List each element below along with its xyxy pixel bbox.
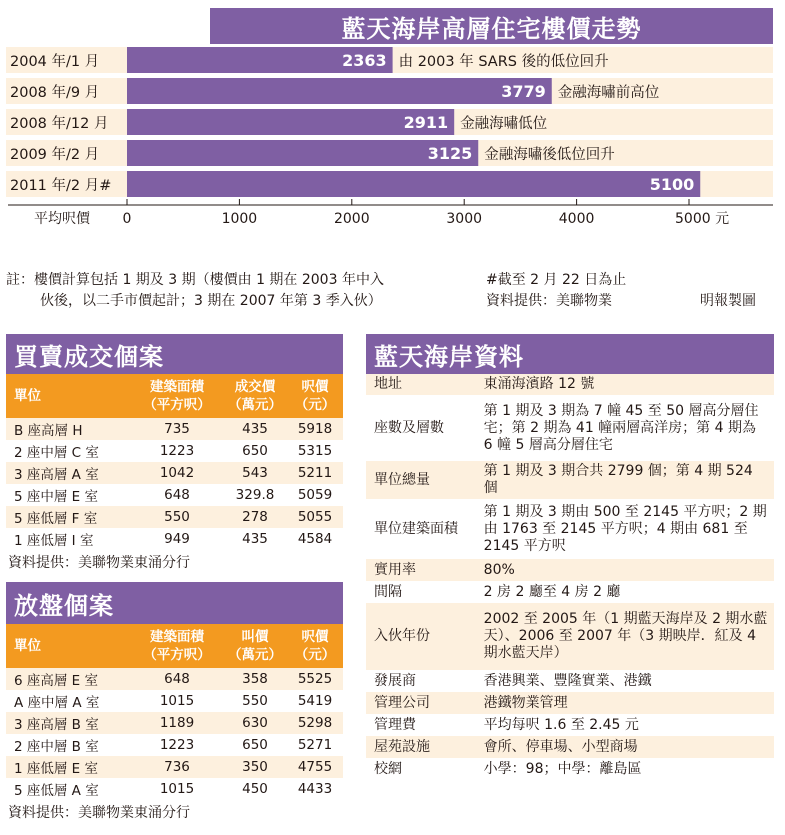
info-row [366, 736, 774, 758]
note-cutoff: #截至 2 月 22 日為止 [486, 272, 627, 288]
info-row [366, 395, 774, 461]
value-cell: 5271 [287, 734, 343, 756]
info-key: 間隔 [366, 581, 480, 603]
value-cell: 5059 [287, 484, 343, 506]
info-value: 會所、停車場、小型商場 [480, 736, 774, 758]
table-row [6, 712, 343, 734]
column-header: 單位 [6, 624, 131, 668]
table-row [6, 484, 343, 506]
value-cell: 4433 [287, 778, 343, 800]
info-value: 平均每呎 1.6 至 2.45 元 [480, 714, 774, 736]
value-cell: 358 [223, 668, 287, 690]
value-cell: 736 [131, 756, 223, 778]
value-cell: 4755 [287, 756, 343, 778]
bar-annotation: 金融海嘯後低位回升 [484, 147, 615, 163]
info-value: 2002 至 2005 年（1 期藍天海岸及 2 期水藍天）、2006 至 2007 年（3 期映岸．紅及 4 期水藍天岸） [480, 603, 774, 670]
estate-info-table [366, 374, 774, 781]
column-header: 建築面積 （平方呎） [131, 624, 223, 668]
tick-label: 1000 [221, 211, 258, 227]
transactions-source: 資料提供：美聯物業東涌分行 [8, 555, 190, 571]
value-cell: 650 [223, 734, 287, 756]
value-cell: 550 [223, 690, 287, 712]
value-label: 3779 [501, 82, 546, 101]
info-row [366, 499, 774, 559]
value-cell: 648 [131, 668, 223, 690]
info-value: 港鐵物業管理 [480, 692, 774, 714]
tick-label: 3000 [446, 211, 483, 227]
info-key: 管理費 [366, 714, 480, 736]
value-cell: 435 [223, 418, 287, 440]
tick-label: 0 [122, 211, 132, 227]
price-trend-chart [0, 46, 785, 268]
value-cell: 350 [223, 756, 287, 778]
unit-cell: 2 座中層 C 室 [6, 440, 131, 462]
value-cell: 1042 [131, 462, 223, 484]
info-title: 藍天海岸資料 [366, 334, 774, 374]
value-cell: 278 [223, 506, 287, 528]
unit-cell: 2 座中層 B 室 [6, 734, 131, 756]
table-row [6, 756, 343, 778]
info-key: 發展商 [366, 670, 480, 692]
value-cell: 4584 [287, 528, 343, 550]
table-row [6, 506, 343, 528]
column-header: 建築面積 （平方呎） [131, 374, 223, 418]
category-label: 2004 年/1 月 [10, 54, 100, 70]
info-value: 80% [480, 559, 774, 581]
value-cell: 735 [131, 418, 223, 440]
info-row [366, 461, 774, 499]
table-row [6, 440, 343, 462]
value-label: 5100 [649, 175, 695, 194]
info-row [366, 581, 774, 603]
column-header: 叫價 （萬元） [223, 624, 287, 668]
info-row [366, 758, 774, 781]
info-value: 2 房 2 廳至 4 房 2 廳 [480, 581, 774, 603]
listings-title: 放盤個案 [6, 582, 343, 624]
info-row [366, 374, 774, 395]
info-key: 地址 [366, 374, 480, 395]
info-key: 屋苑設施 [366, 736, 480, 758]
bar [127, 140, 478, 166]
info-key: 管理公司 [366, 692, 480, 714]
unit-cell: 3 座高層 B 室 [6, 712, 131, 734]
category-label: 2009 年/2 月 [10, 147, 100, 163]
info-key: 座數及層數 [366, 395, 480, 461]
listings-table [6, 624, 343, 800]
table-row [6, 462, 343, 484]
category-label: 2008 年/9 月 [10, 85, 100, 101]
value-cell: 550 [131, 506, 223, 528]
info-key: 單位總量 [366, 461, 480, 499]
value-cell: 5298 [287, 712, 343, 734]
unit-cell: 1 座低層 E 室 [6, 756, 131, 778]
chart-title: 藍天海岸高層住宅樓價走勢 [210, 8, 773, 44]
note-line-1: 註：樓價計算包括 1 期及 3 期（樓價由 1 期在 2003 年中入 [6, 272, 384, 288]
chart-notes-right [486, 270, 626, 312]
value-cell: 650 [223, 440, 287, 462]
value-cell: 5055 [287, 506, 343, 528]
info-key: 入伙年份 [366, 603, 480, 670]
info-value: 第 1 期及 3 期為 7 幢 45 至 50 層高分層住宅；第 2 期為 41 幢兩層高洋房；第 4 期為 6 幢 5 層高分層住宅 [480, 395, 774, 461]
tick-label: 2000 [333, 211, 370, 227]
unit-cell: 5 座中層 E 室 [6, 484, 131, 506]
transactions-title: 買賣成交個案 [6, 334, 343, 374]
table-row [6, 690, 343, 712]
unit-cell: 6 座高層 E 室 [6, 668, 131, 690]
value-cell: 630 [223, 712, 287, 734]
bar-annotation: 由 2003 年 SARS 後的低位回升 [398, 54, 609, 70]
note-source: 資料提供：美聯物業 [486, 293, 612, 309]
category-label: 2008 年/12 月 [10, 116, 109, 132]
info-value: 第 1 期及 3 期合共 2799 個；第 4 期 524 個 [480, 461, 774, 499]
credit: 明報製圖 [700, 293, 756, 309]
info-value: 東涌海濱路 12 號 [480, 374, 774, 395]
value-cell: 949 [131, 528, 223, 550]
transactions-table [6, 374, 343, 550]
table-row [6, 778, 343, 800]
tick-label: 4000 [558, 211, 595, 227]
unit-cell: 1 座低層 I 室 [6, 528, 131, 550]
value-label: 3125 [427, 144, 473, 163]
table-row [6, 418, 343, 440]
table-row [6, 668, 343, 690]
info-row [366, 559, 774, 581]
info-value: 小學：98；中學：離島區 [480, 758, 774, 781]
value-cell: 5525 [287, 668, 343, 690]
value-cell: 1189 [131, 712, 223, 734]
value-cell: 5918 [287, 418, 343, 440]
value-cell: 1015 [131, 690, 223, 712]
listings-source: 資料提供：美聯物業東涌分行 [8, 805, 190, 821]
value-cell: 5211 [287, 462, 343, 484]
info-row [366, 670, 774, 692]
unit-cell: A 座中層 A 室 [6, 690, 131, 712]
value-cell: 5315 [287, 440, 343, 462]
value-cell: 1015 [131, 778, 223, 800]
category-label: 2011 年/2 月# [10, 178, 112, 194]
info-row [366, 692, 774, 714]
value-cell: 435 [223, 528, 287, 550]
info-value: 第 1 期及 3 期由 500 至 2145 平方呎；2 期由 1763 至 2145 平方呎；4 期由 681 至 2145 平方呎 [480, 499, 774, 559]
bar-annotation: 金融海嘯低位 [460, 116, 548, 132]
info-key: 校網 [366, 758, 480, 781]
value-cell: 648 [131, 484, 223, 506]
info-row [366, 714, 774, 736]
column-header: 呎價 （元） [287, 624, 343, 668]
bar [127, 171, 700, 197]
unit-cell: B 座高層 H [6, 418, 131, 440]
value-cell: 1223 [131, 440, 223, 462]
value-cell: 5419 [287, 690, 343, 712]
info-row [366, 603, 774, 670]
unit-cell: 5 座低層 A 室 [6, 778, 131, 800]
column-header: 單位 [6, 374, 131, 418]
table-row [6, 734, 343, 756]
tick-label: 5000 元 [675, 211, 730, 227]
table-row [6, 528, 343, 550]
value-label: 2363 [342, 51, 387, 70]
info-value: 香港興業、豐隆實業、港鐵 [480, 670, 774, 692]
value-cell: 450 [223, 778, 287, 800]
info-key: 實用率 [366, 559, 480, 581]
value-cell: 1223 [131, 734, 223, 756]
value-label: 2911 [403, 113, 449, 132]
unit-cell: 5 座低層 F 室 [6, 506, 131, 528]
column-header: 呎價 （元） [287, 374, 343, 418]
bar [127, 78, 552, 104]
bar-annotation: 金融海嘯前高位 [557, 85, 660, 101]
chart-notes [6, 270, 384, 312]
value-cell: 543 [223, 462, 287, 484]
axis-title: 平均呎價 [34, 211, 90, 227]
info-key: 單位建築面積 [366, 499, 480, 559]
unit-cell: 3 座高層 A 室 [6, 462, 131, 484]
note-line-2: 伙後，以二手市價起計；3 期在 2007 年第 3 季入伙） [40, 293, 382, 309]
column-header: 成交價 （萬元） [223, 374, 287, 418]
value-cell: 329.8 [223, 484, 287, 506]
